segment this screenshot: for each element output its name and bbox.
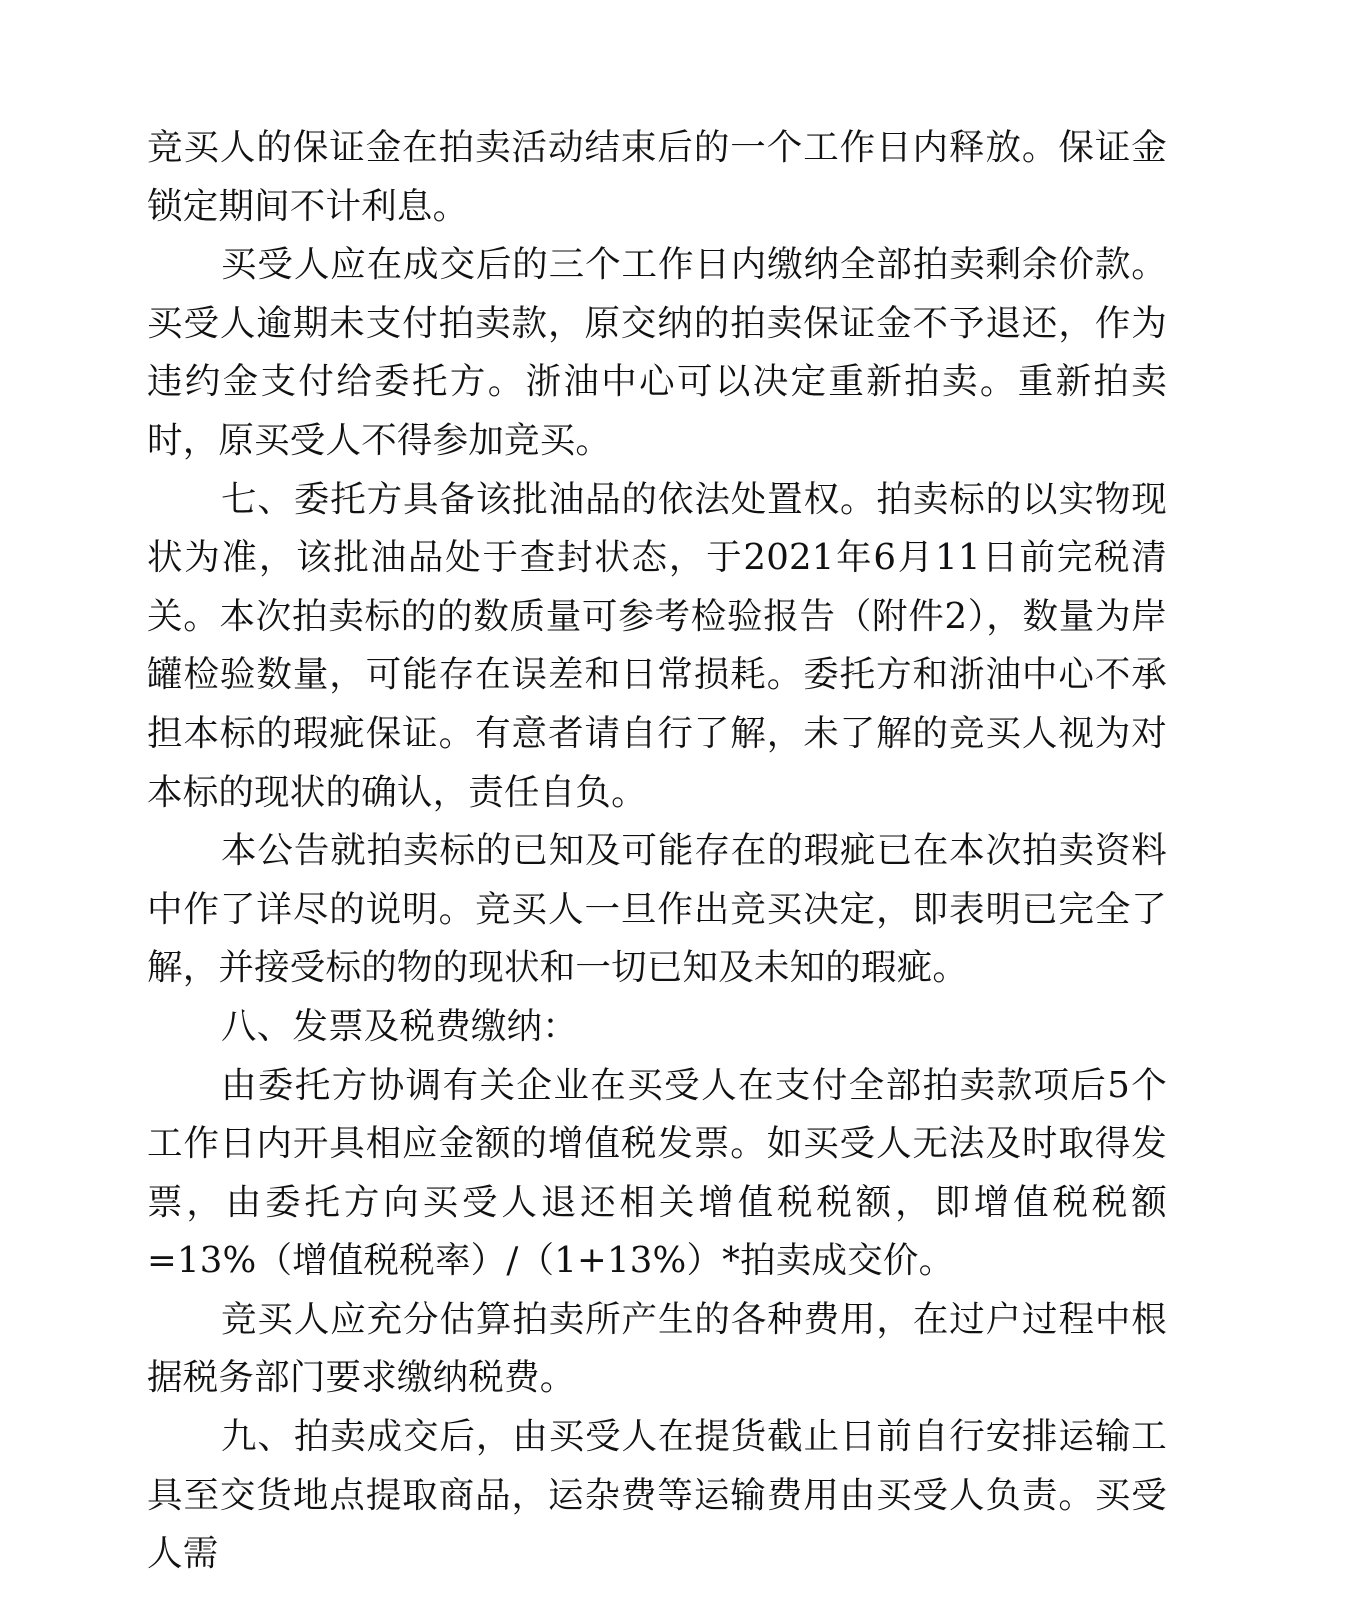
- paragraph-defect-disclosure: 本公告就拍卖标的已知及可能存在的瑕疵已在本次拍卖资料中作了详尽的说明。竞买人一旦作出竞买决定，即表明已完全了解，并接受标的物的现状和一切已知及未知的瑕疵。: [147, 830, 1167, 989]
- document-text-body: [147, 119, 1167, 1584]
- paragraph-payment-terms: 买受人应在成交后的三个工作日内缴纳全部拍卖剩余价款。买受人逾期未支付拍卖款，原交纳的拍卖保证金不予退还，作为违约金支付给委托方。浙油中心可以决定重新拍卖。重新拍卖时，原买受人不得参加竞买。: [147, 244, 1167, 461]
- paragraph-deposit-release: 竞买人的保证金在拍卖活动结束后的一个工作日内释放。保证金锁定期间不计利息。: [147, 127, 1167, 227]
- paragraph-fee-estimate: 竞买人应充分估算拍卖所产生的各种费用，在过户过程中根据税务部门要求缴纳税费。: [147, 1298, 1167, 1399]
- paragraph-article-nine: 九、拍卖成交后，由买受人在提货截止日前自行安排运输工具至交货地点提取商品，运杂费等运输费用由买受人负责。买受人需: [147, 1416, 1167, 1575]
- paragraph-invoice-terms: 由委托方协调有关企业在买受人在支付全部拍卖款项后5个工作日内开具相应金额的增值税发票。如买受人无法及时取得发票，由委托方向买受人退还相关增值税税额，即增值税税额=13%（增值税税率）/（1+13%）*拍卖成交价。: [147, 1064, 1167, 1282]
- paragraph-article-seven: 七、委托方具备该批油品的依法处置权。拍卖标的以实物现状为准，该批油品处于查封状态，于2021年6月11日前完税清关。本次拍卖标的的数质量可参考检验报告（附件2），数量为岸罐检验数量，可能存在误差和日常损耗。委托方和浙油中心不承担本标的瑕疵保证。有意者请自行了解，未了解的竞买人视为对本标的现状的确认，责任自负。: [147, 478, 1167, 813]
- paragraph-article-eight-heading: 八、发票及税费缴纳：: [221, 1005, 579, 1047]
